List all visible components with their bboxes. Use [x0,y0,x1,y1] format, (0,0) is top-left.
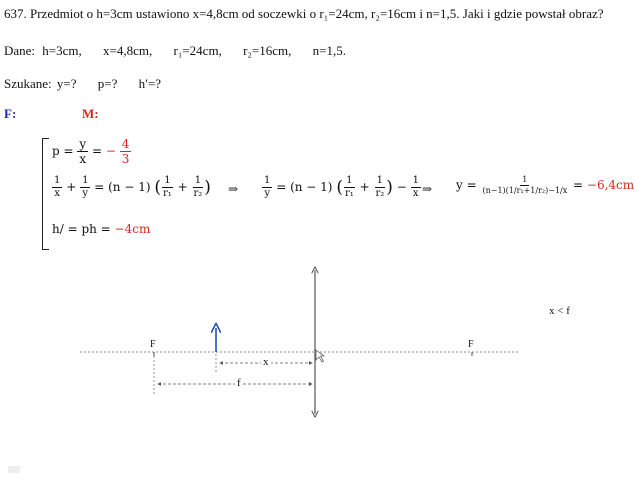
unknown-h: h′=? [138,76,162,91]
magnification-equation: p = $\frac{y}{x}$ = − $\frac{4}{3}$ [52,137,130,166]
given-r2: r₂=16cm, [243,43,292,58]
result-value: −6,4cm [586,178,634,192]
unknown-p: p=? [97,76,118,91]
equation-bracket [42,138,49,250]
f-dimension-label: f [237,377,241,389]
unknowns-label: Szukane: [4,76,52,91]
result-equation: y = $\frac{1}{\text{(n−1)(1/r₁+1/r₂)−1/x}}$ = −6,4cm [456,175,634,195]
problem-statement [4,6,604,22]
problem-text: Przedmiot o h=3cm ustawiono x=4,8cm od soczewki o r₁=24cm, r₂=16cm i n=1,5. Jaki i gdzie powstał obraz? [30,6,604,21]
page-handle [8,466,20,473]
math-section-label: M: [82,106,99,121]
lens-equation: $\frac{1}{x}$ + $\frac{1}{y}$ = (n − 1) ( $\frac{1}{\text{r₁}}$ + $\frac{1}{\text{r₂}}$ ) [54,175,211,199]
unknowns-row [4,76,161,92]
given-label: Dane: [4,43,36,58]
mag-ratio: $\frac{y}{x}$ [79,137,87,166]
focal-right-label: F [468,339,474,350]
implies-arrow-2: ⇒ [422,182,433,196]
unknown-y: y=? [56,76,77,91]
given-row [4,43,346,59]
implies-arrow-1: ⇒ [228,182,239,196]
problem-number: 637. [4,6,27,21]
given-x: x=4,8cm, [103,43,153,58]
lens-diagram [0,260,600,440]
mag-value: − $\frac{4}{3}$ [105,137,130,166]
solved-lens-equation: $\frac{1}{y}$ = (n − 1) ( $\frac{1}{\text{r₁}}$ + $\frac{1}{\text{r₂}}$ ) − $\frac{1}{x}$ [264,175,419,199]
given-r1: r₁=24cm, [173,43,222,58]
given-n: n=1,5. [312,43,346,58]
image-height-equation: h/ = ph = −4cm [52,222,151,236]
mag-lhs: p [52,144,60,158]
given-h: h=3cm, [42,43,82,58]
physics-section-label: F: [4,106,17,121]
focal-left-label: F [150,339,156,350]
x-dimension-label: x [263,356,269,368]
condition-label: x < f [549,305,570,317]
